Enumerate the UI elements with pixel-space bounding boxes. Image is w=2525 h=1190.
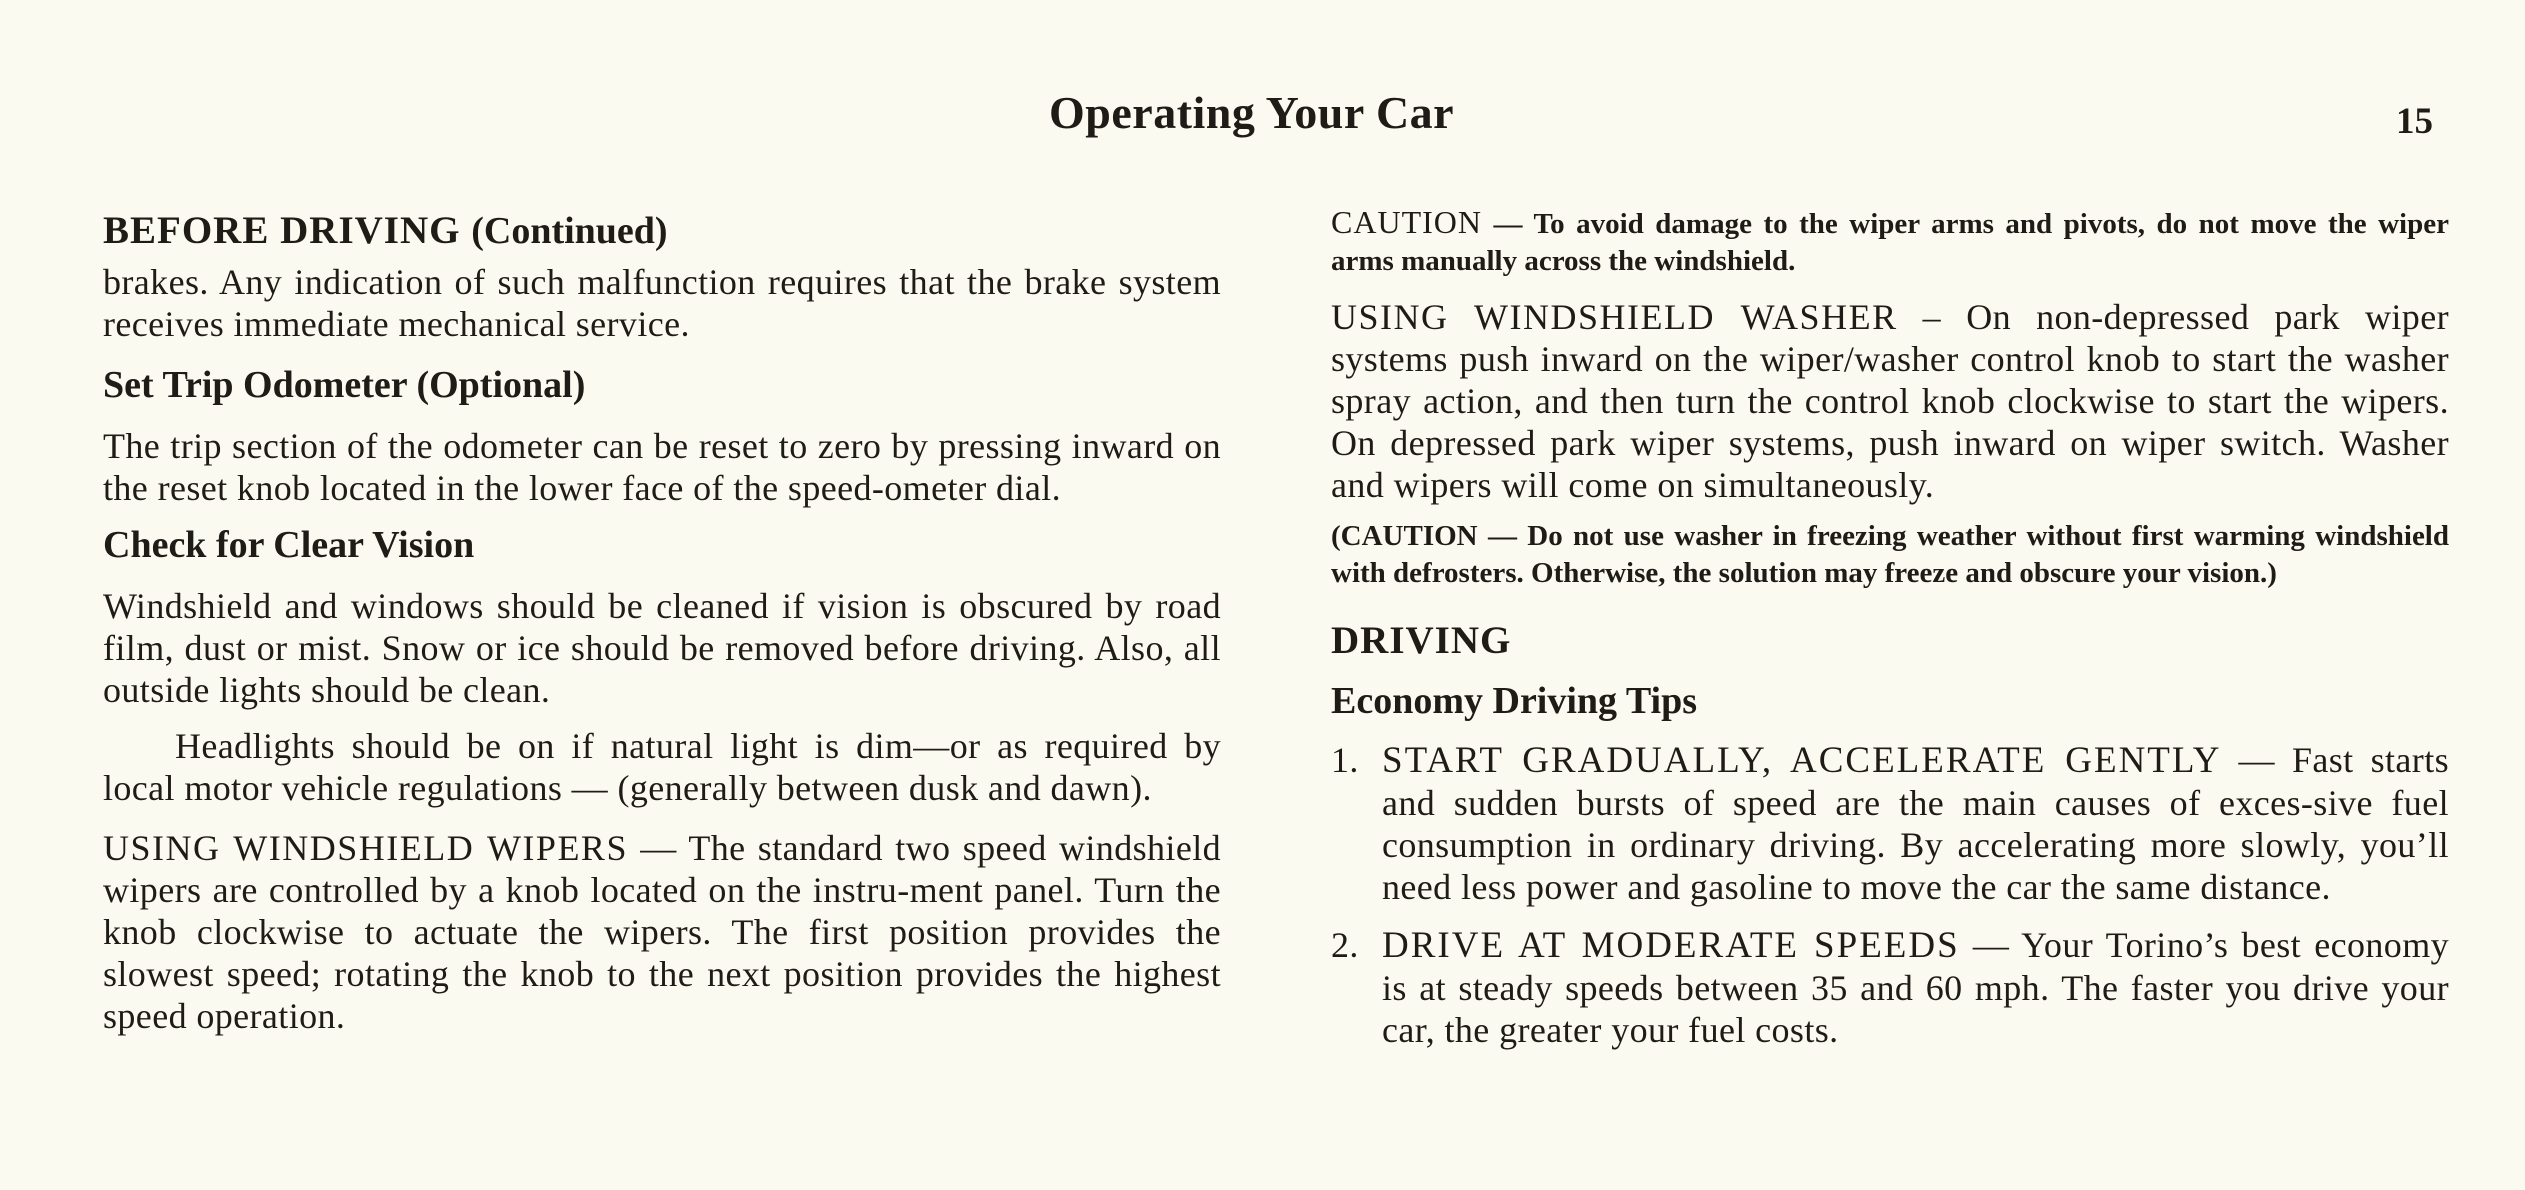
page-title: Operating Your Car bbox=[1049, 87, 1455, 138]
clear-vision-paragraph: Windshield and windows should be cleaned if vision is obscured by road film, dust or mist. Snow or ice should be removed before driving. Also, all outside lights should be clean. bbox=[103, 586, 1221, 710]
right-column bbox=[1331, 204, 2449, 1051]
wipers-paragraph bbox=[103, 827, 1221, 1037]
caution-wiper-arms bbox=[1331, 204, 2449, 280]
left-column bbox=[103, 208, 1221, 1037]
tip-text: — Fast starts and sudden bursts of speed are the main causes of exces-sive fuel consumption in ordinary driving. By accelerating more slowly, you’ll need less power and gasoline to move the car the same distance. bbox=[1382, 740, 2450, 907]
wipers-lead: USING WINDSHIELD WIPERS bbox=[103, 828, 628, 868]
washer-paragraph bbox=[1331, 296, 2449, 506]
brakes-paragraph: brakes. Any indication of such malfunction requires that the brake system receives immediate mechanical service. bbox=[103, 262, 1221, 344]
trip-odometer-heading: Set Trip Odometer (Optional) bbox=[103, 364, 586, 406]
economy-tips-heading: Economy Driving Tips bbox=[1331, 680, 1698, 722]
caution-freezing: (CAUTION — Do not use washer in freezing weather without first warming windshield with defrosters. Otherwise, the solution may freeze and obscure your vision.) bbox=[1331, 520, 2449, 589]
tip-number: 2. bbox=[1331, 925, 1359, 965]
washer-text: – On non-depressed park wiper systems push inward on the wiper/washer control knob to start the washer spray action, and then turn the control knob clockwise to start the wipers. On depressed park wiper systems, push inward on wiper switch. Washer and wipers will come on simultaneously. bbox=[1331, 297, 2449, 505]
headlights-paragraph: Headlights should be on if natural light is dim—or as required by local motor vehicle regulations — (generally between dusk and dawn). bbox=[103, 726, 1221, 808]
tip-title: START GRADUALLY, ACCELERATE GENTLY bbox=[1382, 740, 2222, 781]
clear-vision-heading: Check for Clear Vision bbox=[103, 524, 475, 566]
economy-tips-list bbox=[1331, 739, 2449, 1051]
page-number: 15 bbox=[2396, 101, 2433, 142]
list-item bbox=[1331, 739, 2449, 908]
continued-label: (Continued) bbox=[471, 210, 668, 252]
tip-title: DRIVE AT MODERATE SPEEDS bbox=[1382, 925, 1960, 966]
tip-number: 1. bbox=[1331, 740, 1359, 780]
before-driving-title: BEFORE DRIVING bbox=[103, 209, 461, 252]
before-driving-heading bbox=[103, 208, 1221, 253]
caution-lead: CAUTION bbox=[1331, 204, 1482, 240]
driving-heading: DRIVING bbox=[1331, 619, 1512, 662]
washer-lead: USING WINDSHIELD WASHER bbox=[1331, 297, 1898, 337]
trip-odometer-paragraph: The trip section of the odometer can be reset to zero by pressing inward on the reset knob located in the lower face of the speed-ometer dial. bbox=[103, 426, 1221, 508]
list-item bbox=[1331, 924, 2449, 1051]
tip-text: — Your Torino’s best economy is at steady speeds between 35 and 60 mph. The faster you drive your car, the greater your fuel costs. bbox=[1382, 925, 2449, 1050]
wipers-text: — The standard two speed windshield wipers are controlled by a knob located on the instru-ment panel. Turn the knob clockwise to actuate the wipers. The first position provides the slowest speed; rotating the knob to the next position provides the highest speed operation. bbox=[103, 828, 1221, 1036]
caution-wiper-text: — To avoid damage to the wiper arms and pivots, do not move the wiper arms manually across the windshield. bbox=[1331, 208, 2449, 277]
